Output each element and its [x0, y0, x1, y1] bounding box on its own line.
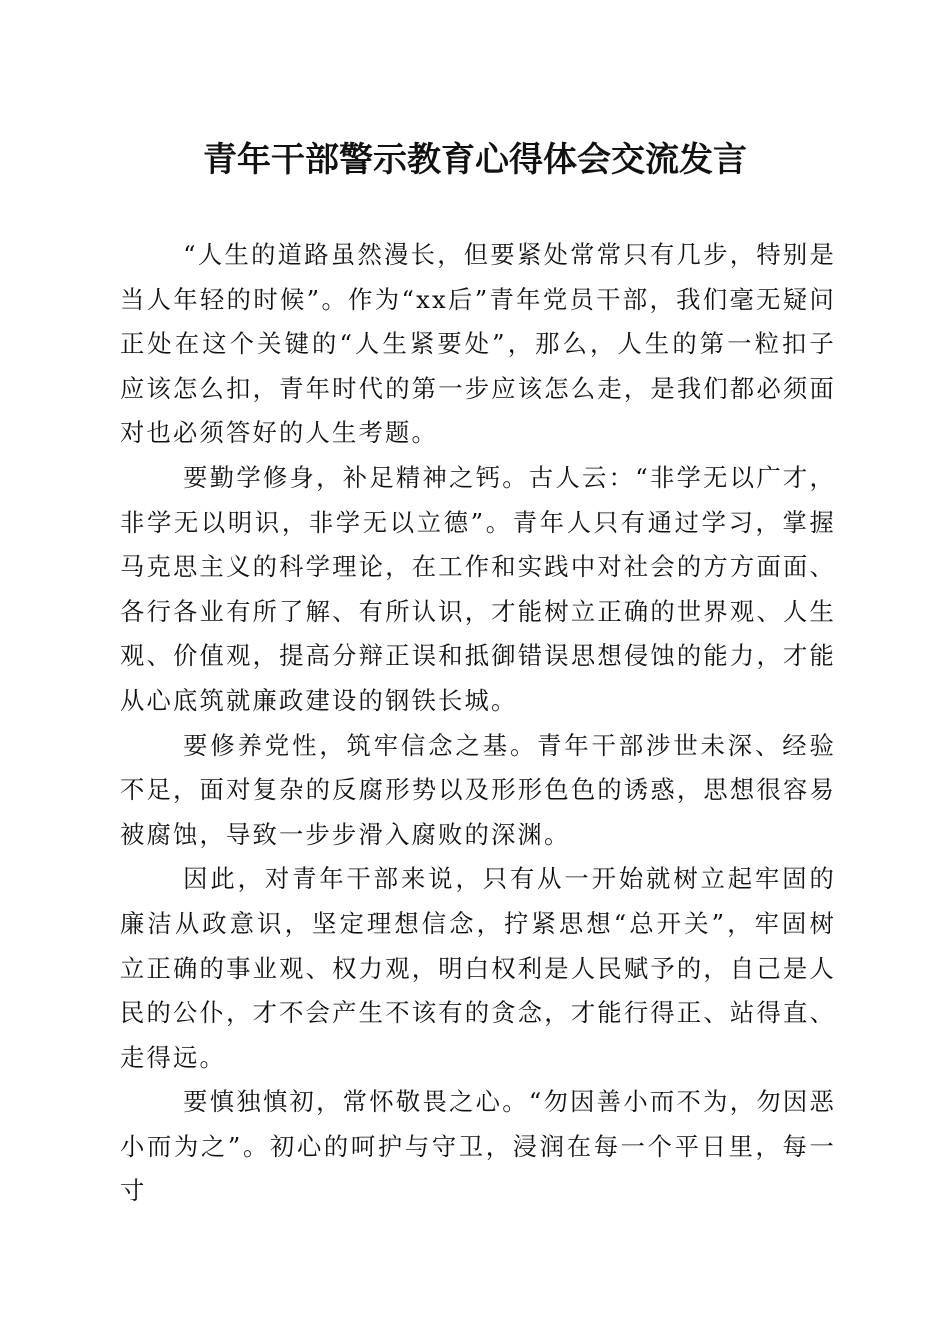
paragraph-1: “人生的道路虽然漫长，但要紧处常常只有几步，特别是当人年轻的时候”。作为“xx后”青年党员干部，我们毫无疑问正处在这个关键的“人生紧要处”，那么，人生的第一粒扣子应该怎么扣，青年时代的第一步应该怎么走，是我们都必须面对也必须答好的人生考题。 — [120, 240, 836, 448]
document-title: 青年干部警示教育心得体会交流发言 — [203, 140, 747, 180]
document-body — [120, 233, 836, 1214]
paragraph-3: 要修养党性，筑牢信念之基。青年干部涉世未深、经验不足，面对复杂的反腐形势以及形形色色的诱惑，思想很容易被腐蚀，导致一步步滑入腐败的深渊。 — [120, 730, 836, 849]
paragraph-2: 要勤学修身，补足精神之钙。古人云：“非学无以广才，非学无以明识，非学无以立德”。青年人只有通过学习，掌握马克思主义的科学理论，在工作和实践中对社会的方方面面、各行各业有所了解、有所认识，才能树立正确的世界观、人生观、价值观，提高分辩正误和抵御错误思想侵蚀的能力，才能从心底筑就廉政建设的钢铁长城。 — [120, 462, 836, 715]
paragraph-5: 要慎独慎初，常怀敬畏之心。“勿因善小而不为，勿因恶小而为之”。初心的呵护与守卫，浸润在每一个平日里，每一寸 — [120, 1087, 836, 1206]
paragraph-4: 因此，对青年干部来说，只有从一开始就树立起牢固的廉洁从政意识，坚定理想信念，拧紧思想“总开关”，牢固树立正确的事业观、权力观，明白权利是人民赋予的，自己是人民的公仆，才不会产生不该有的贪念，才能行得正、站得直、走得远。 — [120, 864, 836, 1072]
